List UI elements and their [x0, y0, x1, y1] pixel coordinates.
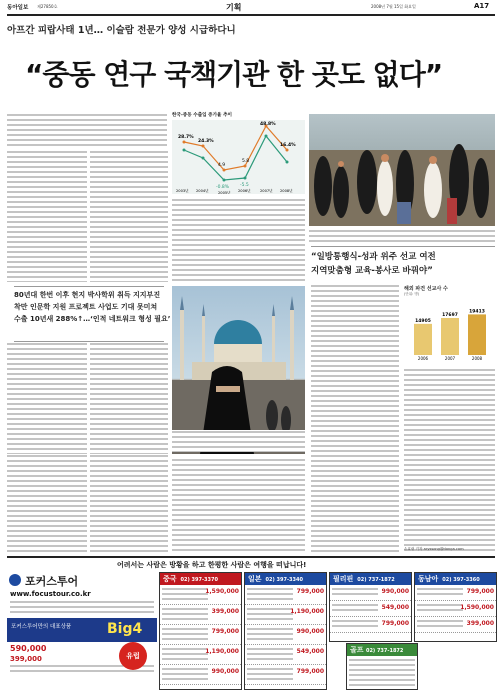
- ad-top-rule: [7, 556, 495, 558]
- golf-phone: 02) 737-1872: [365, 648, 404, 654]
- ad-listing-text: [417, 619, 463, 629]
- ad-column-listing: [245, 625, 326, 645]
- ad-listing-price: 549,000: [296, 648, 324, 655]
- focus-name: 포커스투어: [25, 575, 79, 588]
- masthead: [0, 0, 500, 14]
- chart-trade-title: 한국-중동 수출입 증가율 추이: [172, 113, 232, 118]
- ad-listing-price: 1,190,000: [205, 648, 239, 655]
- bar-2008: [468, 314, 486, 355]
- body-col-4a: [311, 284, 399, 554]
- ad-listing-price: 990,000: [296, 628, 324, 635]
- bar-category-2008: 2008: [471, 356, 483, 361]
- chart-trade: [172, 112, 305, 194]
- subhead-mission-line-1: “일방통행식-성과 위주 선교 여전: [311, 252, 436, 262]
- ad-column-phone: 02) 737-1872: [357, 577, 395, 583]
- ad-column-region: 일본: [248, 575, 262, 583]
- ad-listing-text: [162, 587, 208, 601]
- ad-column-listing: [415, 617, 496, 633]
- ad-column-listing: [245, 665, 326, 685]
- label-28-7: 28.7%: [178, 135, 194, 140]
- ad-listing-price: 1,590,000: [205, 588, 239, 595]
- ad-column-header: [415, 573, 496, 585]
- chart-missionaries-svg: [404, 299, 495, 361]
- photo-families: [309, 114, 495, 226]
- ad-column-listing: [160, 665, 241, 685]
- ad-listing-price: 399,000: [466, 620, 494, 627]
- subhead-research: [14, 286, 171, 342]
- xtick-2004: 2004년: [196, 189, 209, 193]
- ad-golf[interactable]: [346, 643, 418, 690]
- issue-date: 2008년 7월 15일 화요일: [371, 4, 416, 9]
- label-48-8: 48.8%: [260, 122, 276, 127]
- ad-listing-price: 799,000: [296, 668, 324, 675]
- byline: 손효림 기자 aryssong@donga.com: [404, 547, 464, 551]
- bar-label-2008: 19413: [469, 309, 485, 315]
- ad-column-header: [245, 573, 326, 585]
- body-col-3a: [172, 198, 305, 282]
- xtick-2007: 2007년: [260, 189, 273, 193]
- label-neg-0-8: -0.8%: [216, 185, 230, 190]
- ad-listing-price: 990,000: [211, 668, 239, 675]
- subhead-research-line-3: 수출 10년새 288%↑…‘인적 네트워크 형성 필요’: [14, 315, 171, 323]
- photo-caption-mosque: [172, 430, 305, 452]
- bar-2007: [441, 318, 459, 355]
- ad-listing-price: 549,000: [381, 604, 409, 611]
- ad-focus-tour[interactable]: [7, 572, 157, 688]
- focus-info: [10, 600, 154, 616]
- ad-listing-text: [332, 587, 378, 597]
- ad-listing-price: 799,000: [381, 620, 409, 627]
- bar-label-2006: 14905: [415, 318, 431, 324]
- ad-listing-text: [247, 627, 293, 641]
- chart-missionaries-title: 해외 파견 선교사 수: [404, 286, 448, 292]
- subhead-research-line-1: 80년대 한번 이후 현지 박사학위 취득 지지부진: [14, 291, 161, 299]
- ad-column-region: 동남아: [418, 575, 439, 583]
- label-5-8: 5.8: [242, 159, 250, 164]
- ad-listing-price: 799,000: [466, 588, 494, 595]
- ad-column-listing: [330, 617, 411, 633]
- bar-category-2006: 2006: [417, 356, 429, 361]
- ad-column-listing: [415, 601, 496, 617]
- body-col-1b: [7, 342, 87, 454]
- ad-column-2[interactable]: [244, 572, 327, 690]
- masthead-rule: [7, 14, 495, 16]
- ad-listing-text: [417, 587, 463, 597]
- ad-column-listing: [330, 601, 411, 617]
- ad-column-listing: [160, 585, 241, 605]
- body-col-2a: [90, 150, 168, 282]
- xtick-2003: 2003년: [176, 189, 189, 193]
- focus-url[interactable]: www.focustour.co.kr: [10, 590, 91, 598]
- ad-listing-price: 799,000: [296, 588, 324, 595]
- focus-price-main: 590,000: [10, 644, 47, 653]
- focus-price-sub: 399,000: [10, 655, 42, 663]
- ad-column-header: [160, 573, 241, 585]
- ad-listing-text: [247, 647, 293, 661]
- ad-listing-text: [332, 619, 378, 629]
- label-4-9: 4.9: [218, 163, 226, 168]
- label-16-4: 16.4%: [280, 143, 296, 148]
- ad-listing-text: [247, 587, 293, 601]
- ad-column-phone: 02) 397-3360: [442, 577, 480, 583]
- ad-column-phone: 02) 397-3370: [180, 577, 218, 583]
- photo-caption-families: [309, 229, 495, 244]
- label-24-3: 24.3%: [198, 139, 214, 144]
- ad-column-region: 필리핀: [333, 575, 354, 583]
- body-col-3c: [172, 458, 305, 554]
- ad-column-1[interactable]: [159, 572, 242, 690]
- ad-column-3[interactable]: [329, 572, 412, 642]
- focus-globe-icon: [9, 574, 21, 586]
- body-col-2b: [90, 342, 168, 454]
- ad-listing-text: [162, 627, 208, 641]
- ad-column-listing: [160, 625, 241, 645]
- body-col-2c: [90, 454, 168, 554]
- body-col-5a: [404, 368, 495, 554]
- ad-column-listing: [245, 645, 326, 665]
- xtick-2008: 2008년: [280, 189, 293, 193]
- subhead-research-line-2: 착만 인문학 지원 프로젝트 사업도 기대 못미쳐: [14, 303, 158, 311]
- bar-category-2007: 2007: [444, 356, 456, 361]
- ad-banner: [7, 559, 495, 571]
- focus-logo-row: [7, 572, 157, 589]
- ad-column-listing: [330, 585, 411, 601]
- big4-title: Big4: [107, 621, 143, 637]
- paper-name: 동아일보: [7, 5, 29, 11]
- chart-missionaries: [404, 285, 495, 363]
- subhead-mission: [311, 246, 495, 286]
- ad-listing-price: 399,000: [211, 608, 239, 615]
- ad-listing-price: 1,190,000: [290, 608, 324, 615]
- big4-text: 포커스투어만의 대표상품: [11, 624, 72, 630]
- ad-column-region: 중국: [163, 575, 177, 583]
- ad-column-listing: [245, 605, 326, 625]
- section-name: 기획: [226, 3, 242, 12]
- bar-2006: [414, 324, 432, 355]
- focus-stamp: 유럽: [119, 642, 147, 670]
- issue-number: 제27850호: [37, 4, 58, 9]
- photo-mosque: [172, 286, 305, 454]
- bar-label-2007: 17697: [442, 312, 458, 318]
- ad-column-phone: 02) 397-3340: [265, 577, 303, 583]
- page-number: A17: [474, 2, 490, 10]
- ad-listing-text: [162, 607, 208, 621]
- ad-listing-price: 799,000: [211, 628, 239, 635]
- ad-listing-text: [162, 647, 208, 661]
- ad-banner-text: 어려서는 사람은 방황을 하고 한평한 사람은 여행을 떠납니다!: [117, 561, 307, 569]
- ad-listing-text: [247, 607, 293, 621]
- intro-paragraph: [7, 113, 167, 147]
- ad-column-4[interactable]: [414, 572, 497, 642]
- xtick-2006: 2006년: [238, 189, 251, 193]
- headline: “중동 연구 국책기관 한 곳도 없다”: [25, 58, 443, 91]
- ad-column-listing: [160, 605, 241, 625]
- xtick-2005: 2005년: [218, 191, 231, 194]
- ad-listing-text: [332, 603, 378, 613]
- ad-listing-price: 990,000: [381, 588, 409, 595]
- label-neg-5-5: -5.5: [240, 183, 249, 188]
- ad-listing-price: 1,590,000: [460, 604, 494, 611]
- body-col-1c: [7, 454, 87, 554]
- chart-missionaries-unit: (단위: 명): [404, 292, 420, 296]
- subhead-mission-line-2: 지역맞춤형 교육-봉사로 바꿔야”: [311, 266, 433, 276]
- ad-column-listing: [160, 645, 241, 665]
- body-col-1a: [7, 150, 87, 282]
- ad-listing-text: [162, 667, 208, 681]
- ad-column-listing: [415, 585, 496, 601]
- kicker: 아프간 피랍사태 1년… 이슬람 전문가 양성 시급하다니: [7, 25, 236, 36]
- golf-title: 골프: [350, 646, 364, 654]
- ad-listing-text: [247, 667, 293, 681]
- ad-column-header: [330, 573, 411, 585]
- ad-listing-text: [417, 603, 463, 613]
- golf-info: [349, 658, 415, 688]
- ad-column-listing: [245, 585, 326, 605]
- big4-banner: [7, 618, 157, 642]
